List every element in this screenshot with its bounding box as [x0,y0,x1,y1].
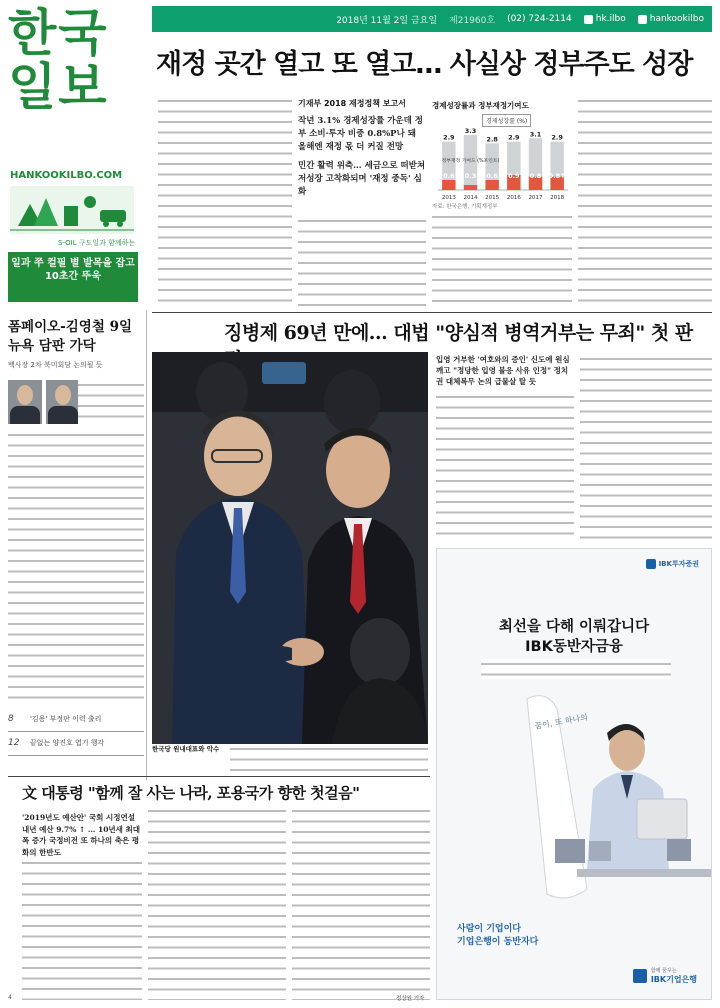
top-story-body-col3 [432,212,572,308]
left-story-headline[interactable]: 폼페이오-김영철 9일 뉴욕 담판 가닥 [8,319,133,354]
bottom-story-body-col1 [22,858,142,1000]
chart-annotation: 정부재정 기여도 (%포인트) [441,159,500,164]
top-story-subhead-1: 작년 3.1% 경제성장률 가운데 정부 소비·투자 비중 0.8%P나 돼 올해엔 재정 몫 더 커질 전망 [298,116,424,152]
bottom-story-body-col3 [292,806,430,1000]
growth-chart [432,100,572,210]
chart-legend: 경제성장률 (%) [482,114,531,127]
ibk-advertisement[interactable] [436,548,712,1000]
ibk-logo-icon [646,559,656,569]
page-number: 4 [8,994,12,1001]
masthead-illustration [10,186,134,234]
site-url[interactable]: HANKOOKILBO.COM [10,170,123,181]
issue-date: 2018년 11월 2일 금요일 [336,15,438,26]
index-text: '김용' 부정판 이력 출리 [30,715,102,723]
top-story-subheads [298,98,426,199]
news-photo[interactable] [152,352,428,744]
portrait-kim [46,380,80,424]
ibk-securities-logo [646,559,699,569]
tick-2015: 2015 [485,195,500,201]
label-gov-2015: 0.6 [486,172,498,180]
second-story-body-right [580,354,712,544]
bottom-headline[interactable]: 文 대통령 "함께 잘 사는 나라, 포용국가 향한 첫걸음" [22,784,360,802]
masthead [8,6,138,306]
second-story-body [436,392,574,542]
top-story-kicker: 기재부 2018 재정정책 보고서 [298,99,406,108]
tick-2017: 2017 [528,195,543,201]
label-gov-2016: 0.9 [508,172,520,180]
main-headline[interactable]: 재정 곳간 열고 또 열고… 사실상 정부주도 성장 [156,49,693,80]
ad-title-1: 최선을 다해 이뤄갑니다 [498,619,650,635]
ibk-bank-name: IBK기업은행 [650,975,697,984]
ad-tagline [457,923,538,949]
svg-text:꿈이, 또 하나의: 꿈이, 또 하나의 [533,712,589,731]
ad-description [481,659,671,679]
photo-caption [152,744,428,774]
ibk-bank-logo [633,967,697,985]
masthead-ad[interactable]: 일과 쭈 컬필 별 발목을 잡고 10초간 뚜욱 [8,252,138,302]
tick-2014: 2014 [463,195,478,201]
label-growth-2014: 3.3 [464,127,477,135]
label-gov-2014: 0.3 [464,172,477,180]
label-growth-2016: 2.9 [508,133,520,142]
chart-title: 경제성장률과 정부재정기여도 [432,101,529,110]
bottom-story-byline: 정상원 기자 [396,996,425,1002]
photo-caption-text [230,744,428,772]
index-page: 8 [8,714,14,724]
ad-illustration [437,689,712,919]
top-story-subhead-2: 민간 활력 위축… 세금으로 떠받쳐 저성장 고착화되며 '재정 중독' 심화 [298,161,426,197]
facebook-link[interactable] [584,14,626,24]
facebook-handle: hk.ilbo [595,14,626,24]
portrait-caption [78,380,144,426]
bar-gov-2014 [464,185,477,190]
photo-caption-label: 한국당 원내대표와 악수 [152,745,220,753]
label-growth-2017: 3.1 [529,130,542,139]
label-gov-2017: 0.8 [529,172,542,180]
ibk-bank-small: 함께 꿈꾸는 [650,968,677,974]
second-story-subhead: 입영 거부한 '여호와의 증인' 신도에 원심 깨고 "정당한 입영 불응 사유 인정" 정치권 대체복무 논의 급물살 탈 듯 [436,355,570,386]
label-growth-2013: 2.9 [443,133,455,142]
ad-tagline-1: 사람이 기업이다 [457,924,521,934]
bottom-story-body-col2 [148,806,286,1000]
column-divider [146,310,147,780]
date-bar [152,6,712,32]
bar-gov-2015 [485,180,498,190]
instagram-link[interactable] [638,14,704,24]
label-gov-2018: 0.8↑ [548,172,566,180]
label-growth-2015: 2.8 [486,135,498,144]
label-gov-2013: 0.6 [443,172,455,180]
index-list [8,708,144,756]
ibk-brand-top: IBK투자증권 [658,560,699,568]
handshake-photo [152,352,428,744]
index-item[interactable] [8,708,144,732]
tick-2013: 2013 [441,195,456,201]
bottom-story-subhead: '2019년도 예산안' 국회 시정연설 내년 예산 9.7% ↑ … 10년새 최대폭 증가 국정비전 또 하나의 축은 평화의 한반도 [22,813,141,857]
chart-source: 자료: 한국은행, 기획재정부 [432,204,498,210]
newspaper-logo: 한국일보 [8,4,109,116]
index-text: 끝없는 양진호 엽기 행각 [30,739,105,747]
left-story-subhead: 백사장 2차 북미회담 논의될 듯 [8,361,103,369]
section-divider [152,312,712,313]
instagram-handle: hankookilbo [649,14,704,24]
facebook-icon [584,15,593,24]
phone-number: (02) 724-2114 [507,14,572,24]
bottom-divider [8,776,430,777]
sponsor-text: S-OIL 구도일과 함께하는 [58,239,136,247]
ad-title-2: IBK동반자금융 [525,639,623,655]
top-story-body-col4 [578,96,712,308]
index-page: 12 [8,738,20,748]
second-headline[interactable]: 징병제 69년 만에… 대법 "양심적 병역거부는 무죄" 첫 판 [224,322,693,344]
portrait-pompeo [8,380,42,424]
tick-2016: 2016 [506,195,521,201]
instagram-icon [638,15,647,24]
issue-number: 제21960호 [449,15,496,26]
top-story-body-col2 [298,216,426,308]
index-item[interactable] [8,732,144,756]
ad-tagline-2: 기업은행이 동반자다 [457,937,539,947]
ibk-bank-icon [633,969,647,983]
bar-gov-2013 [442,180,455,190]
left-story-body [8,430,144,704]
label-growth-2018: 2.9 [551,133,563,142]
top-story-body-col1 [158,96,292,308]
tick-2018: 2018 [550,195,565,201]
